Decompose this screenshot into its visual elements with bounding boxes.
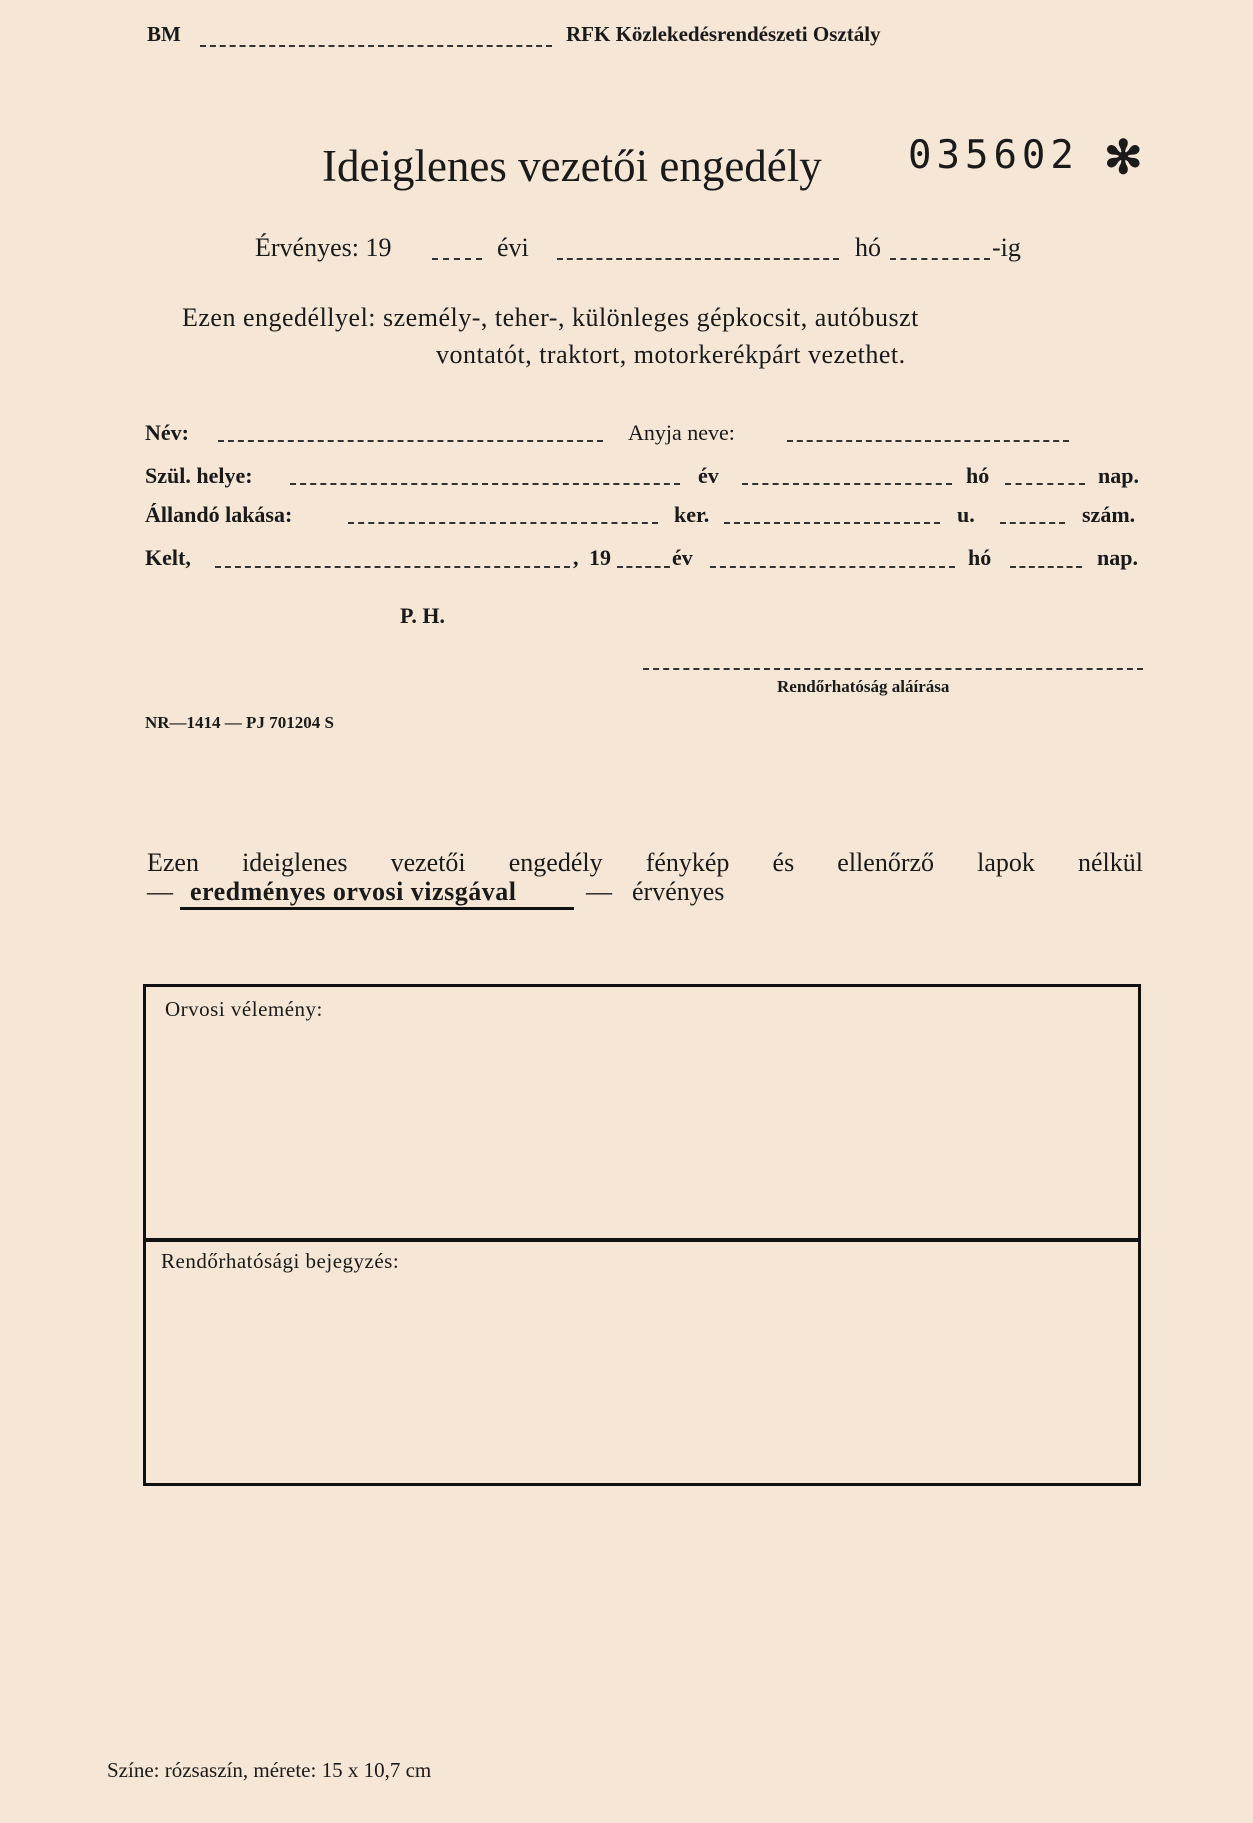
note-word: nélkül bbox=[1077, 848, 1143, 877]
issued-place-blank bbox=[215, 566, 570, 568]
issued-label: Kelt, bbox=[145, 545, 191, 570]
star-icon: ✻ bbox=[1104, 132, 1143, 183]
note-underlined-text: eredményes orvosi vizsgával bbox=[190, 877, 517, 906]
signature-label: Rendőrhatóság aláírása bbox=[777, 677, 950, 696]
box-divider bbox=[146, 1238, 1138, 1242]
medical-opinion-label: Orvosi vélemény: bbox=[165, 997, 323, 1021]
validity-date-blank bbox=[557, 258, 839, 260]
note-word: ideiglenes bbox=[242, 848, 348, 877]
remarks-box bbox=[143, 984, 1141, 1486]
signature-line bbox=[643, 668, 1143, 670]
mother-name-blank bbox=[787, 440, 1069, 442]
district-label: ker. bbox=[674, 502, 710, 527]
note-word: vezetői bbox=[390, 848, 466, 877]
note-underline bbox=[180, 907, 574, 910]
permission-line-2: vontatót, traktort, motorkerékpárt vezethet. bbox=[436, 340, 906, 369]
validity-until-suffix: -ig bbox=[992, 233, 1021, 262]
form-code: NR—1414 — PJ 701204 S bbox=[145, 713, 334, 732]
note-line-1 bbox=[147, 848, 1143, 878]
note-word: lapok bbox=[977, 848, 1035, 877]
document-title: Ideiglenes vezetői engedély bbox=[322, 141, 822, 191]
permission-line-1: Ezen engedéllyel: személy-, teher-, különleges gépkocsit, autóbuszt bbox=[182, 303, 919, 332]
note-end: érvényes bbox=[632, 877, 725, 906]
footer-note: Színe: rózsaszín, mérete: 15 x 10,7 cm bbox=[107, 1758, 432, 1782]
issued-date-blank bbox=[710, 566, 955, 568]
birth-year-label: év bbox=[698, 463, 719, 488]
street-label: u. bbox=[957, 502, 975, 527]
birthplace-label: Szül. helye: bbox=[145, 463, 253, 488]
issued-year-label: év bbox=[672, 545, 693, 570]
birth-year-blank bbox=[742, 483, 952, 485]
residence-blank bbox=[348, 522, 658, 524]
residence-label: Állandó lakása: bbox=[145, 502, 293, 527]
validity-prefix: Érvényes: 19 bbox=[255, 233, 392, 262]
mother-name-label: Anyja neve: bbox=[628, 420, 735, 445]
issued-month-label: hó bbox=[968, 545, 992, 570]
house-number-label: szám. bbox=[1082, 502, 1136, 527]
note-word: ellenőrző bbox=[837, 848, 935, 877]
street-blank bbox=[1000, 522, 1065, 524]
name-blank bbox=[218, 440, 603, 442]
birthplace-blank bbox=[290, 483, 680, 485]
header-bm: BM bbox=[147, 22, 181, 46]
birth-month-blank bbox=[1005, 483, 1085, 485]
birth-day-label: nap. bbox=[1098, 463, 1139, 488]
birth-month-label: hó bbox=[966, 463, 990, 488]
validity-month-label: hó bbox=[855, 233, 881, 262]
note-word: fénykép bbox=[645, 848, 730, 877]
name-label: Név: bbox=[145, 420, 189, 445]
issued-comma: , bbox=[573, 545, 579, 570]
district-blank bbox=[724, 522, 940, 524]
issued-month-blank bbox=[1010, 566, 1082, 568]
note-word: Ezen bbox=[147, 848, 199, 877]
note-word: és bbox=[772, 848, 795, 877]
issued-year-blank bbox=[617, 566, 670, 568]
header-department: RFK Közlekedésrendészeti Osztály bbox=[566, 22, 881, 46]
validity-year-suffix: évi bbox=[497, 233, 529, 262]
validity-month-blank bbox=[890, 258, 990, 260]
validity-year-blank bbox=[432, 258, 482, 260]
note-word: engedély bbox=[508, 848, 603, 877]
serial-number: 035602 bbox=[908, 133, 1079, 178]
stamp-place-label: P. H. bbox=[400, 603, 446, 628]
police-entry-label: Rendőrhatósági bejegyzés: bbox=[161, 1249, 400, 1273]
header-blank-line bbox=[200, 45, 552, 47]
note-dash-2: — bbox=[586, 877, 612, 906]
issued-day-label: nap. bbox=[1097, 545, 1138, 570]
issued-year-prefix: 19 bbox=[589, 545, 611, 570]
note-dash-1: — bbox=[147, 877, 173, 906]
